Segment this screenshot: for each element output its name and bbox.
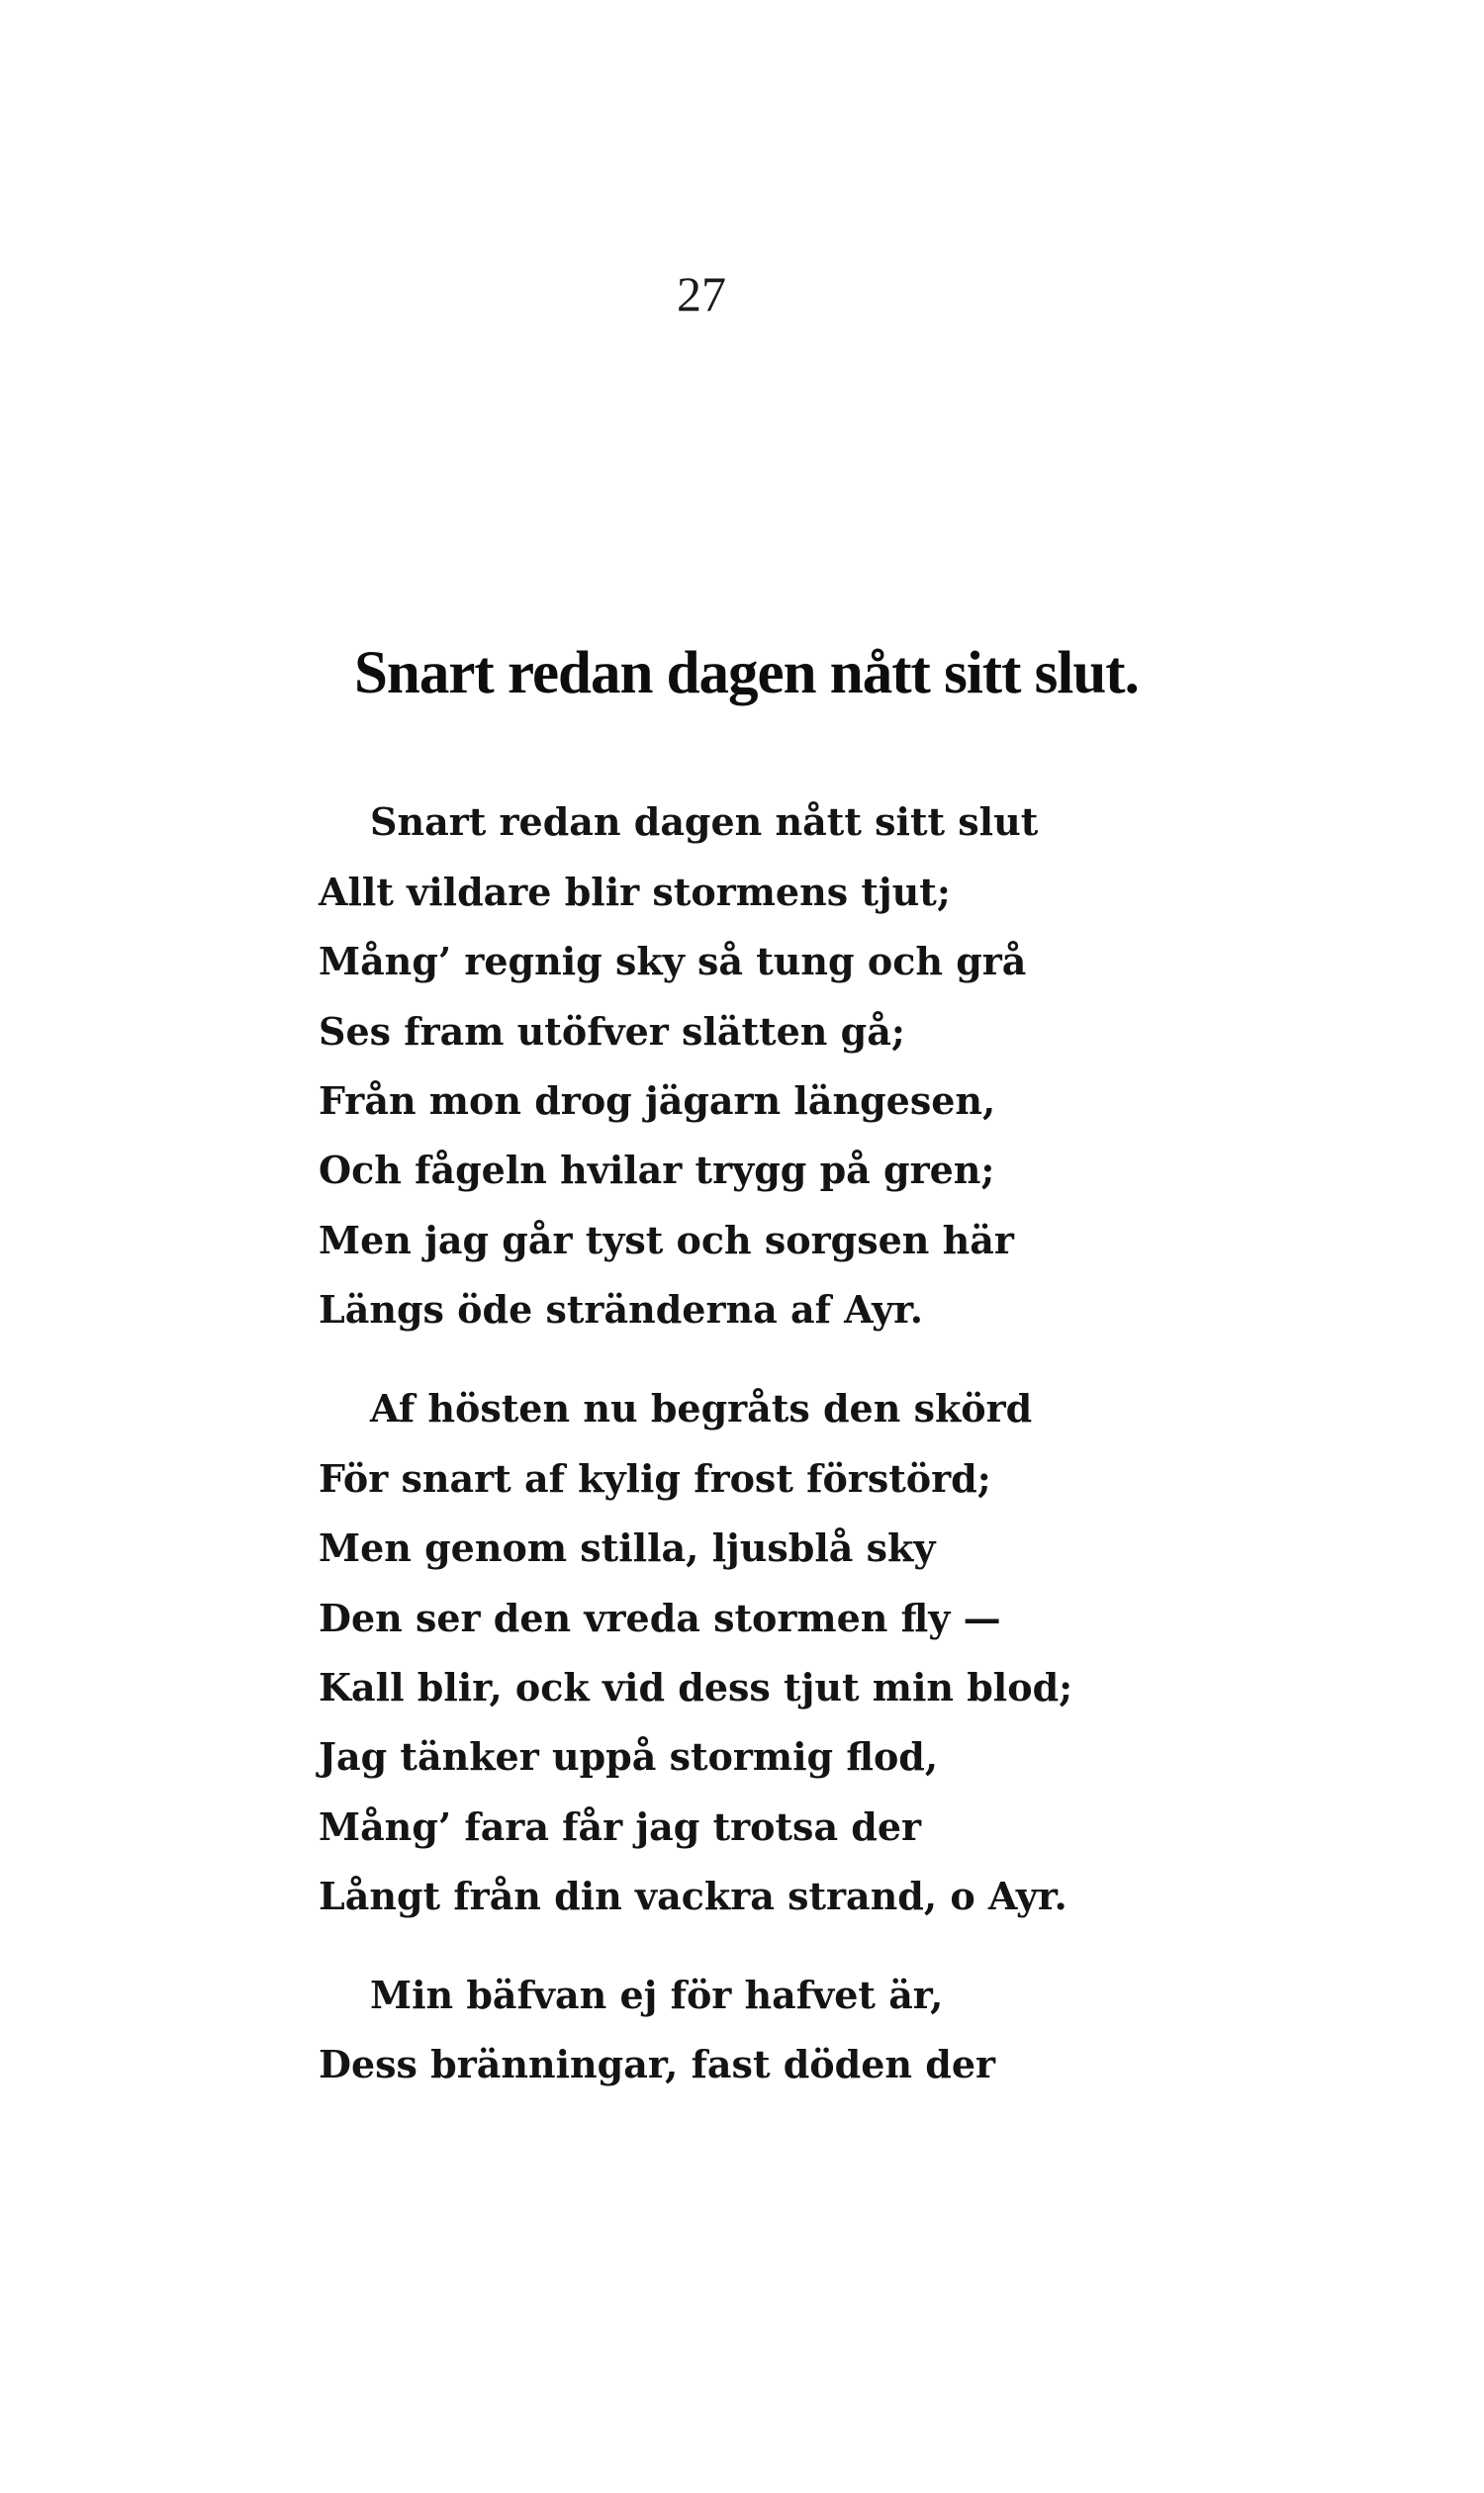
verse-line: För snart af kylig frost förstörd; <box>319 1456 991 1501</box>
verse-line: Längs öde stränderna af Ayr. <box>319 1287 923 1332</box>
page-number: 27 <box>677 266 726 322</box>
verse-line: Den ser den vreda stormen fly — <box>319 1596 1001 1640</box>
verse-line: Mång’ fara får jag trotsa der <box>319 1804 922 1849</box>
verse-line: Jag tänker uppå stormig flod, <box>319 1734 939 1779</box>
poem-title: Snart redan dagen nått sitt slut. <box>354 640 1139 706</box>
verse-line: Ses fram utöfver slätten gå; <box>319 1009 905 1054</box>
verse-line: Allt vildare blir stormens tjut; <box>319 870 951 914</box>
verse-line: Men jag går tyst och sorgsen här <box>319 1218 1014 1262</box>
verse-line: Dess bränningar, fast döden der <box>319 2042 996 2086</box>
verse-line: Men genom stilla, ljusblå sky <box>319 1525 936 1570</box>
verse-line: Min bäfvan ej för hafvet är, <box>370 1973 944 2017</box>
verse-line: Och fågeln hvilar trygg på gren; <box>319 1148 995 1192</box>
verse-line: Från mon drog jägarn längesen, <box>319 1078 996 1123</box>
verse-line: Långt från din vackra strand, o Ayr. <box>319 1874 1067 1918</box>
verse-line: Mång’ regnig sky så tung och grå <box>319 939 1027 983</box>
verse-line: Kall blir, ock vid dess tjut min blod; <box>319 1665 1073 1709</box>
verse-line: Snart redan dagen nått sitt slut <box>370 799 1039 844</box>
verse-line: Af hösten nu begråts den skörd <box>370 1386 1033 1431</box>
